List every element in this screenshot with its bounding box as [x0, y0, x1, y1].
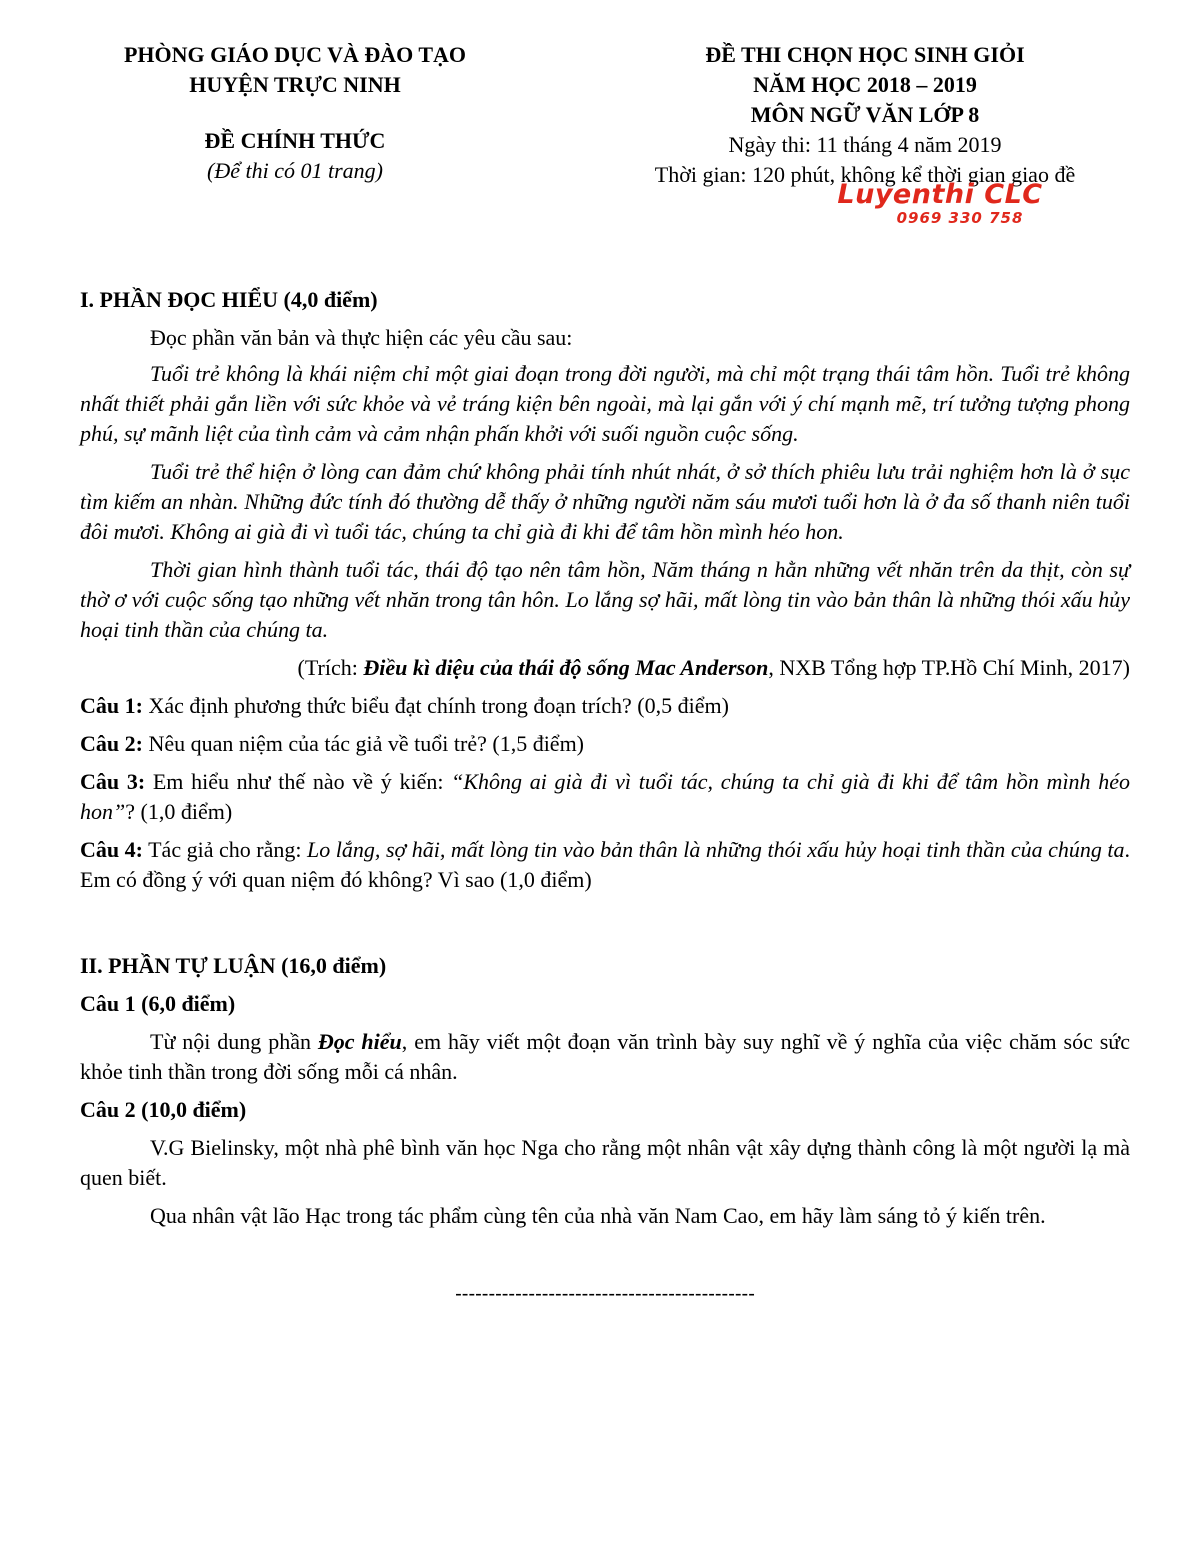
question-label: Câu 2:	[80, 731, 143, 756]
question-quote: “Không ai già đi vì tuổi tác, chúng ta chỉ già đi khi để tâm hồn mình héo hon”	[80, 769, 1131, 824]
question-label: Câu 1:	[80, 693, 143, 718]
question-text: Xác định phương thức biểu đạt chính trong đoạn trích? (0,5 điểm)	[142, 693, 729, 718]
section2-heading: II. PHẦN TỰ LUẬN (16,0 điểm)	[80, 953, 387, 978]
question-1	[80, 691, 1130, 721]
prompt-text: Từ nội dung phần	[150, 1029, 318, 1054]
question-text: Nêu quan niệm của tác giả về tuổi trẻ? (1,5 điểm)	[142, 731, 585, 756]
source-suffix: , NXB Tổng hợp TP.Hồ Chí Minh, 2017)	[768, 655, 1130, 680]
subject-title: MÔN NGỮ VĂN LỚP 8	[750, 102, 980, 127]
exam-date: Ngày thi: 11 tháng 4 năm 2019	[728, 132, 1002, 157]
exam-duration: Thời gian: 120 phút, không kể thời gian giao đề	[654, 162, 1076, 187]
district-name: HUYỆN TRỰC NINH	[189, 72, 401, 97]
department-name: PHÒNG GIÁO DỤC VÀ ĐÀO TẠO	[123, 42, 467, 67]
logo-name: Luyenthi CLC	[837, 179, 1043, 210]
question-text: Tác giả cho rằng:	[142, 837, 308, 862]
prompt-emphasis: Đọc hiểu	[317, 1029, 402, 1054]
essay2-heading: Câu 2 (10,0 điểm)	[80, 1097, 247, 1122]
essay1-heading: Câu 1 (6,0 điểm)	[80, 991, 236, 1016]
source-prefix: (Trích:	[297, 655, 364, 680]
prompt-text: , em hãy viết một đoạn văn trình bày suy nghĩ về ý nghĩa của việc chăm sóc sức khỏe tinh thần trong đời sống mỗi cá nhân.	[80, 1029, 1130, 1084]
header-right	[585, 40, 1145, 190]
question-text: ? (1,0 điểm)	[125, 799, 233, 824]
question-label: Câu 3:	[80, 769, 146, 794]
school-year: NĂM HỌC 2018 – 2019	[753, 72, 977, 97]
question-quote: Lo lắng, sợ hãi, mất lòng tin vào bản thân là những thói xấu hủy hoại tinh thần của chúng ta	[307, 837, 1125, 862]
essay2-quote: V.G Bielinsky, một nhà phê bình văn học Nga cho rằng một nhân vật xây dựng thành công là một người lạ mà quen biết.	[80, 1135, 1130, 1190]
header-left	[65, 40, 525, 190]
question-2	[80, 729, 1130, 759]
end-divider: ---------------------------------------------	[455, 1283, 755, 1305]
logo-phone: 0969 330 758	[896, 209, 1024, 227]
reading-instruction: Đọc phần văn bản và thực hiện các yêu cầu sau:	[150, 325, 573, 350]
exam-title: ĐỀ THI CHỌN HỌC SINH GIỎI	[705, 42, 1025, 67]
essay2-prompt: Qua nhân vật lão Hạc trong tác phẩm cùng tên của nhà văn Nam Cao, em hãy làm sáng tỏ ý kiến trên.	[150, 1203, 1046, 1228]
passage-paragraph: Thời gian hình thành tuổi tác, thái độ tạo nên tâm hồn, Năm tháng n hằn những vết nhăn trên da thịt, còn sự thờ ơ với cuộc sống tạo những vết nhăn trong tân hôn. Lo lắng sợ hãi, mất lòng tin vào bản thân là những thói xấu hủy hoại tinh thần của chúng ta.	[80, 557, 1130, 642]
question-3	[80, 767, 1130, 827]
passage-paragraph: Tuổi trẻ không là khái niệm chỉ một giai đoạn trong đời người, mà chỉ một trạng thái tâm hồn. Tuổi trẻ không nhất thiết phải gắn liền với sức khỏe và vẻ tráng kiện bên ngoài, mà lại gắn với ý chí mạnh mẽ, trí tưởng tượng phong phú, sự mãnh liệt của tình cảm và cảm nhận phấn khởi với suối nguồn cuộc sống.	[80, 361, 1130, 446]
question-4	[80, 835, 1130, 895]
section1-heading: I. PHẦN ĐỌC HIỂU (4,0 điểm)	[80, 287, 378, 312]
passage-paragraph: Tuổi trẻ thể hiện ở lòng can đảm chứ không phải tính nhút nhát, ở sở thích phiêu lưu trải nghiệm hơn là ở sục tìm kiếm an nhàn. Những đức tính đó thường dễ thấy ở những người năm sáu mươi tuổi hơn là ở đa số thanh niên tuổi đôi mươi. Không ai già đi vì tuổi tác, chúng ta chỉ già đi khi để tâm hồn mình héo hon.	[80, 459, 1130, 544]
question-text: . Em có đồng ý với quan niệm đó không? Vì sao (1,0 điểm)	[80, 837, 1131, 892]
watermark-logo	[830, 180, 1050, 226]
document-header	[80, 40, 1130, 190]
exam-body	[80, 285, 1130, 1309]
question-text: Em hiểu như thế nào về ý kiến:	[145, 769, 452, 794]
question-label: Câu 4:	[80, 837, 143, 862]
essay1-prompt	[80, 1027, 1130, 1087]
page-count-note: (Để thi có 01 trang)	[207, 158, 383, 183]
passage-source	[80, 653, 1130, 683]
source-work: Điều kì diệu của thái độ sống Mac Anderson	[363, 655, 769, 680]
official-label: ĐỀ CHÍNH THỨC	[204, 128, 386, 153]
